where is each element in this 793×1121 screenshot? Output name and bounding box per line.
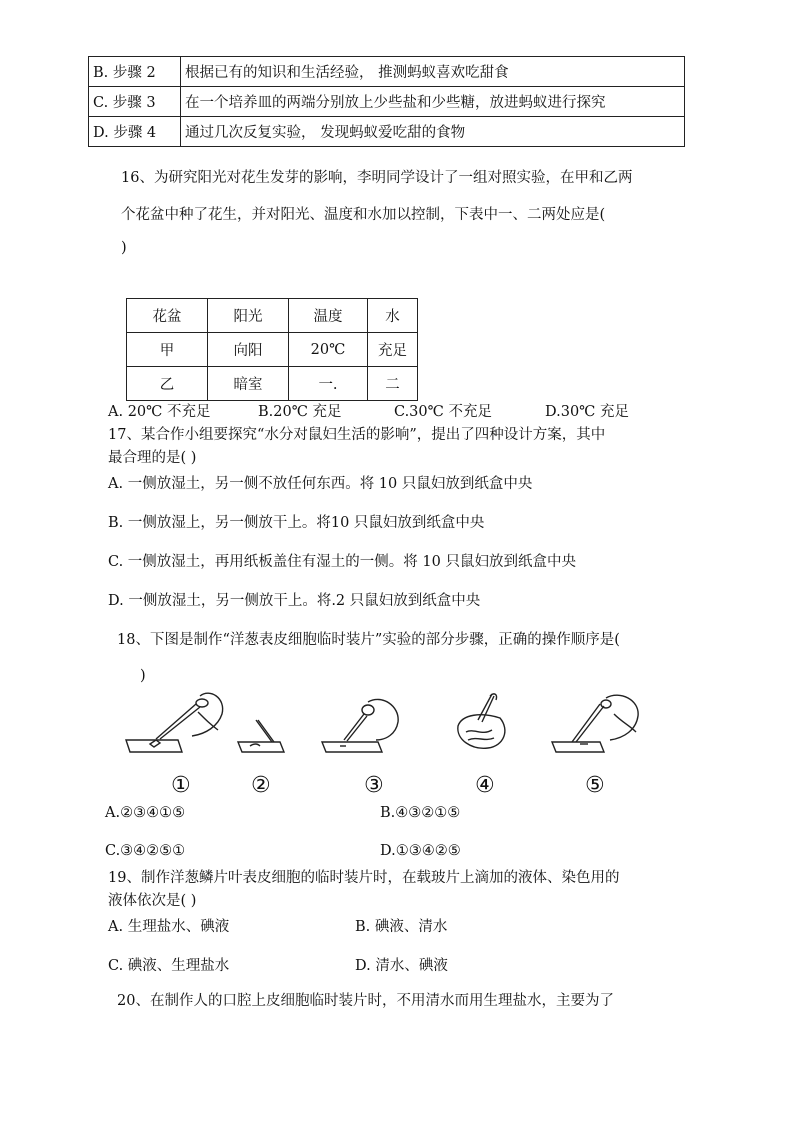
- figure-label-4: ④: [475, 773, 495, 798]
- q17-option-c: C. 一侧放湿土，再用纸板盖住有湿土的一侧。将 10 只鼠妇放到纸盒中央: [108, 554, 576, 570]
- step-text: 根据已有的知识和生活经验， 推测蚂蚁喜欢吃甜食: [181, 57, 685, 87]
- q18-option-c: C.③④②⑤①: [105, 843, 186, 859]
- step-4-figure: [458, 694, 505, 748]
- q19-option-d: D. 清水、碘液: [355, 958, 448, 974]
- step-3-figure: [322, 699, 398, 752]
- q16-stem-line2: 个花盆中种了花生，并对阳光、温度和水加以控制，下表中一、二两处应是(: [121, 207, 606, 223]
- table-row: [127, 367, 418, 401]
- q16-stem-line3: ): [121, 240, 127, 256]
- step-label: D. 步骤 4: [89, 117, 181, 147]
- q20-stem-line1: 20、在制作人的口腔上皮细胞临时装片时，不用清水而用生理盐水，主要为了: [117, 993, 614, 1009]
- table-header: 水: [368, 299, 418, 333]
- table-cell: 一.: [289, 367, 368, 401]
- q19-option-b: B. 碘液、清水: [355, 919, 448, 935]
- step-label: B. 步骤 2: [89, 57, 181, 87]
- q16-option-c: C.30℃ 不充足: [394, 404, 492, 420]
- table-cell: 暗室: [208, 367, 289, 401]
- step-text: 通过几次反复实验， 发现蚂蚁爱吃甜的食物: [181, 117, 685, 147]
- table-cell: 向阳: [208, 333, 289, 367]
- table-row: [127, 333, 418, 367]
- q16-option-b: B.20℃ 充足: [258, 404, 342, 420]
- table-row: [89, 57, 685, 87]
- figure-label-3: ③: [364, 773, 384, 798]
- step-5-figure: [552, 695, 638, 752]
- q17-stem-line1: 17、某合作小组要探究“水分对鼠妇生活的影响”，提出了四种设计方案，其中: [108, 427, 606, 443]
- q16-option-d: D.30℃ 充足: [545, 404, 629, 420]
- slide-steps-illustration: [118, 690, 648, 762]
- table-cell: 充足: [368, 333, 418, 367]
- table-header: 阳光: [208, 299, 289, 333]
- table-cell: 二: [368, 367, 418, 401]
- q16-option-a: A. 20℃ 不充足: [108, 404, 211, 420]
- q19-option-a: A. 生理盐水、碘液: [108, 919, 230, 935]
- q18-stem-line2: ): [140, 668, 146, 684]
- q16-table: [126, 298, 418, 401]
- q19-option-c: C. 碘液、生理盐水: [108, 958, 230, 974]
- table-row: [89, 87, 685, 117]
- step-text: 在一个培养皿的两端分别放上少些盐和少些糖，放进蚂蚁进行探究: [181, 87, 685, 117]
- q16-stem-line1: 16、为研究阳光对花生发芽的影响，李明同学设计了一组对照实验，在甲和乙两: [121, 170, 633, 186]
- table-header-row: [127, 299, 418, 333]
- figure-label-5: ⑤: [585, 773, 605, 798]
- q19-stem-line2: 液体依次是( ): [108, 893, 197, 909]
- q18-stem-line1: 18、下图是制作“洋葱表皮细胞临时装片”实验的部分步骤，正确的操作顺序是(: [117, 632, 620, 648]
- table-header: 花盆: [127, 299, 208, 333]
- q18-option-a: A.②③④①⑤: [105, 805, 186, 821]
- steps-table: [88, 56, 685, 147]
- q17-option-d: D. 一侧放湿土，另一侧放干上。将.2 只鼠妇放到纸盒中央: [108, 593, 481, 609]
- step-2-figure: [238, 720, 284, 752]
- table-cell: 20℃: [289, 333, 368, 367]
- table-cell: 甲: [127, 333, 208, 367]
- table-row: [89, 117, 685, 147]
- q17-option-a: A. 一侧放湿土，另一侧不放任何东西。将 10 只鼠妇放到纸盒中央: [108, 476, 533, 492]
- figure-label-1: ①: [171, 773, 191, 798]
- q18-option-d: D.①③④②⑤: [380, 843, 461, 859]
- table-cell: 乙: [127, 367, 208, 401]
- step-label: C. 步骤 3: [89, 87, 181, 117]
- figure-label-2: ②: [251, 773, 271, 798]
- step-1-figure: [126, 693, 223, 752]
- q18-option-b: B.④③②①⑤: [380, 805, 461, 821]
- table-header: 温度: [289, 299, 368, 333]
- q19-stem-line1: 19、制作洋葱鳞片叶表皮细胞的临时装片时，在载玻片上滴加的液体、染色用的: [108, 870, 620, 886]
- q17-option-b: B. 一侧放湿上，另一侧放干上。将10 只鼠妇放到纸盒中央: [108, 515, 485, 531]
- q17-stem-line2: 最合理的是( ): [108, 450, 197, 466]
